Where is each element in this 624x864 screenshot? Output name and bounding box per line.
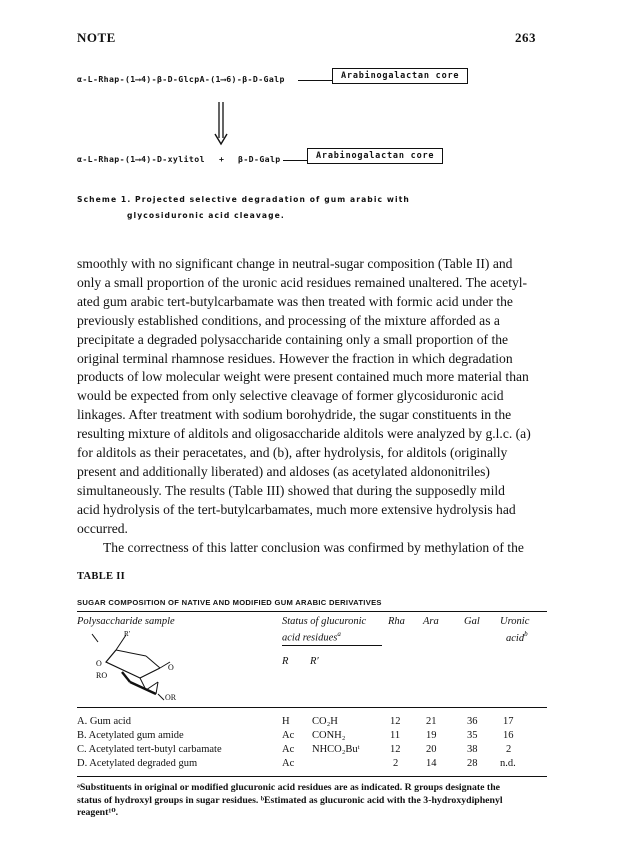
scheme-line-2b: β-D-Galp (238, 154, 281, 164)
scheme-caption-1: Scheme 1. Projected selective degradation of gum arabic with (77, 195, 410, 204)
body-line: present and additionally liberated) and aldoses (as acetylated aldononitriles) (77, 463, 490, 479)
table-label: TABLE II (77, 571, 126, 582)
scheme-bond-2 (283, 160, 307, 161)
col-header-rha: Rha (388, 616, 405, 627)
label-Rp: R′ (124, 630, 131, 638)
col-header-sample: Polysaccharide sample (77, 616, 175, 627)
body-line: only a small proportion of the uronic acid residues remained unaltered. The acetyl- (77, 274, 528, 290)
body-line: products of low molecular weight were present contained much more material than (77, 369, 529, 385)
scheme-plus: + (219, 154, 225, 164)
scheme-caption-2: glycosiduronic acid cleavage. (127, 211, 285, 220)
page-number: 263 (515, 30, 536, 45)
label-O1: O (96, 659, 102, 668)
scheme-bond-1 (298, 80, 332, 81)
body-paragraph-1 (77, 255, 547, 558)
body-line: original terminal rhamnose residues. However the fraction in which degradation (77, 350, 513, 366)
col-header-status: Status of glucuronic acid residues$^a$ (282, 616, 367, 644)
body-line: smoothly with no significant change in neutral-sugar composition (Table II) and (77, 256, 513, 271)
body-line: precipitate a degraded polysaccharide containing only a small proportion of the (77, 331, 509, 347)
label-OR: OR (165, 693, 177, 702)
glucuronic-ring-structure (86, 628, 206, 704)
col-header-gal: Gal (464, 616, 480, 627)
table-header-rule (77, 707, 547, 708)
body-line: resulting mixture of alditols and oligosaccharide alditols were analyzed by g.l.c. (a) (77, 426, 531, 442)
status-subrule (282, 645, 382, 646)
body-line: ated gum arabic tert-butylcarbamate was then treated with formic acid under the (77, 293, 513, 309)
col-header-Rp: R′ (310, 656, 319, 667)
body-line: previously established conditions, and processing of the mixture afforded as a (77, 312, 500, 328)
footnote-line: status of hydroxyl groups in sugar residues. ᵇEstimated as glucuronic acid with the 3-hydroxydiphenyl (77, 794, 503, 806)
body-line: simultaneously. The results (Table III) showed that during the supposedly mild (77, 482, 505, 498)
scheme-box-2: Arabinogalactan core (307, 148, 443, 164)
table-bottom-rule (77, 776, 547, 777)
table-title: SUGAR COMPOSITION OF NATIVE AND MODIFIED GUM ARABIC DERIVATIVES (77, 598, 382, 607)
body-line: for alditols as their peracetates, and (b), after hydrolysis, for alditols (originally (77, 445, 508, 461)
footnote-line: ᵃSubstituents in original or modified glucuronic acid residues are as indicated. R groups designate the (77, 782, 500, 793)
col-header-ara: Ara (423, 616, 439, 627)
body-line: occurred. (77, 520, 128, 536)
scheme-line-1: α-L-Rhap-(1⟶4)-β-D-GlcpA-(1⟶6)-β-D-Galp (77, 74, 285, 84)
down-arrow-icon (213, 102, 229, 146)
footnote-line: reagent¹⁰. (77, 807, 119, 819)
col-header-uronic: Uronic acid$^b$ (500, 616, 530, 644)
body-line: acid hydrolysis of the tert-butylcarbamates, much more extensive hydrolysis had (77, 501, 516, 517)
running-head: NOTE (77, 30, 116, 45)
body-line: would be expected from only selective cleavage of former glycosiduronic acid (77, 388, 504, 404)
scheme-box-1: Arabinogalactan core (332, 68, 468, 84)
body-line: linkages. After treatment with sodium borohydride, the sugar constituents in the (77, 407, 512, 423)
table-footnotes (77, 782, 547, 820)
col-header-R: R (282, 656, 289, 667)
scheme-line-2a: α-L-Rhap-(1⟶4)-D-xylitol (77, 154, 205, 164)
label-RO: RO (96, 671, 108, 680)
table-top-rule (77, 611, 547, 612)
body-paragraph-2: The correctness of this latter conclusion was confirmed by methylation of the (103, 539, 524, 555)
label-O2: O (168, 663, 174, 672)
